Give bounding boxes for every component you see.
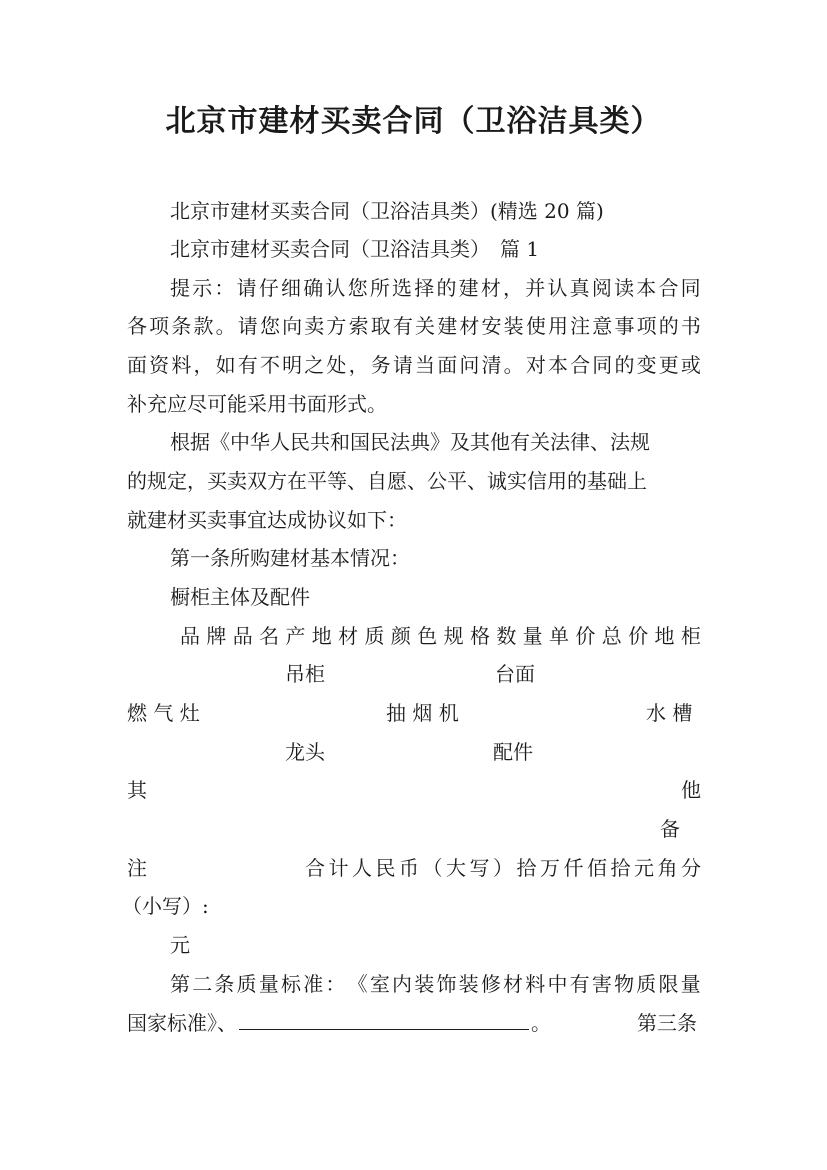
total-label — [305, 853, 701, 883]
char: 读 — [614, 276, 635, 300]
char: 资 — [149, 353, 170, 377]
table-header-char: 地 — [311, 624, 332, 648]
char: 提 — [170, 276, 190, 300]
char: 变 — [636, 353, 657, 377]
char: 选 — [392, 276, 413, 300]
char: 建 — [458, 276, 479, 300]
char: 真 — [569, 276, 590, 300]
char: 量 — [680, 972, 701, 996]
char: 本 — [547, 353, 568, 377]
char: 合 — [658, 276, 679, 300]
article2-suffix: 。 — [531, 1011, 551, 1035]
notice-line-4: 补充应尽可能采用书面形式。 — [127, 392, 387, 416]
char: 饰 — [436, 972, 457, 996]
char: 分 — [681, 856, 701, 880]
table-header-char: 牌 — [206, 624, 227, 648]
small-label: （小写）: — [122, 894, 209, 918]
char: 之 — [304, 353, 325, 377]
table-header-char: 数 — [496, 624, 517, 648]
fill-in-blank[interactable] — [239, 1009, 529, 1030]
article2-line-1 — [170, 969, 701, 999]
char: 示 — [192, 276, 213, 300]
table-header-char: 单 — [549, 624, 570, 648]
char: 向 — [282, 314, 303, 338]
char: 佰 — [587, 856, 607, 880]
char: 处 — [326, 353, 347, 377]
char: 合 — [570, 353, 591, 377]
char: 清 — [481, 353, 502, 377]
row-taimian: 台面 — [495, 662, 535, 686]
char: 本 — [636, 276, 657, 300]
char: 仔 — [258, 276, 279, 300]
char: 币 — [399, 856, 419, 880]
char: 项 — [149, 314, 170, 338]
char: 您 — [347, 276, 368, 300]
char: 准 — [303, 972, 324, 996]
char: 当 — [415, 353, 436, 377]
char: 对 — [525, 353, 546, 377]
char: 质 — [236, 972, 257, 996]
table-header-char: 规 — [443, 624, 464, 648]
char: 内 — [392, 972, 413, 996]
char: 意 — [592, 314, 613, 338]
char: 物 — [614, 972, 635, 996]
char: 的 — [658, 314, 679, 338]
char: ） — [493, 856, 513, 880]
table-header — [180, 621, 701, 651]
table-header-char: 地 — [654, 624, 675, 648]
char: 各 — [127, 314, 147, 338]
table-header-char: 质 — [364, 624, 385, 648]
char: 装 — [503, 314, 524, 338]
char: 有 — [237, 353, 258, 377]
article1-heading: 第一条所购建材基本情况： — [170, 546, 410, 570]
char: 料 — [525, 972, 546, 996]
char: 务 — [370, 353, 391, 377]
char: 标 — [281, 972, 302, 996]
char: 认 — [325, 276, 346, 300]
char: ， — [348, 353, 369, 377]
article2-prefix: 国家标准》、 — [127, 1011, 237, 1035]
table-header-char: 格 — [469, 624, 490, 648]
char: 不 — [259, 353, 280, 377]
char: 阅 — [591, 276, 612, 300]
char: 或 — [680, 353, 701, 377]
char: 万 — [540, 856, 560, 880]
char: 《 — [347, 972, 368, 996]
row-ta: 他 — [681, 778, 701, 802]
char: 项 — [636, 314, 657, 338]
char: ， — [503, 276, 524, 300]
notice-line-2 — [127, 311, 701, 341]
section-heading: 北京市建材买卖合同（卫浴洁具类） 篇 1 — [170, 237, 540, 261]
table-header-char: 量 — [522, 624, 543, 648]
char: 限 — [658, 972, 679, 996]
char: 使 — [525, 314, 546, 338]
char: 认 — [547, 276, 568, 300]
table-header-char: 价 — [575, 624, 596, 648]
char: 人 — [352, 856, 372, 880]
basis-line-2: 的规定，买卖双方在平等、自愿、公平、诚实信用的基础上 — [127, 469, 647, 493]
char: 同 — [592, 353, 613, 377]
char: 方 — [326, 314, 347, 338]
char: 确 — [303, 276, 324, 300]
table-header-char: 颜 — [390, 624, 411, 648]
char: 用 — [547, 314, 568, 338]
char: 装 — [414, 972, 435, 996]
char: 请 — [236, 276, 257, 300]
char: 所 — [369, 276, 390, 300]
row-longtou: 龙头 — [285, 740, 325, 764]
char: 更 — [658, 353, 679, 377]
char: 关 — [415, 314, 436, 338]
char: 第 — [170, 972, 190, 996]
char: 书 — [680, 314, 701, 338]
row-shuicao: 水 槽 — [646, 701, 693, 725]
char: ： — [214, 276, 235, 300]
char: 合 — [305, 856, 325, 880]
table-header-char: 产 — [285, 624, 306, 648]
basis-line-1: 根据《中华人民共和国民法典》及其他有关法律、法规 — [170, 430, 650, 454]
char: 料 — [171, 353, 192, 377]
char: 如 — [215, 353, 236, 377]
notice-line-1 — [170, 273, 701, 303]
char: 请 — [237, 314, 258, 338]
char: 害 — [591, 972, 612, 996]
table-header-char: 总 — [601, 624, 622, 648]
article3-start: 第三条 — [637, 1011, 697, 1035]
char: 并 — [525, 276, 546, 300]
char: 事 — [614, 314, 635, 338]
table-header-char: 柜 — [680, 624, 701, 648]
char: 索 — [348, 314, 369, 338]
row-zhu: 注 — [127, 856, 147, 880]
article2-line-2 — [127, 1008, 551, 1038]
char: 明 — [282, 353, 303, 377]
char: 细 — [281, 276, 302, 300]
table-header-char: 品 — [180, 624, 200, 648]
char: 写 — [469, 856, 490, 880]
char: 条 — [171, 314, 192, 338]
char: 。 — [503, 353, 524, 377]
char: 二 — [192, 972, 213, 996]
table-header-char: 材 — [338, 624, 359, 648]
char: 民 — [375, 856, 396, 880]
char: 计 — [328, 856, 349, 880]
char: 择 — [414, 276, 435, 300]
char: 材 — [503, 972, 524, 996]
char: （ — [422, 856, 443, 880]
char: 室 — [369, 972, 390, 996]
char: 材 — [459, 314, 480, 338]
table-header-char: 名 — [259, 624, 280, 648]
char: 拾 — [610, 856, 631, 880]
char: 。 — [215, 314, 236, 338]
notice-line-3 — [127, 350, 701, 380]
table-header-char: 价 — [628, 624, 649, 648]
char: 仟 — [563, 856, 584, 880]
char: 元 — [634, 856, 654, 880]
char: 的 — [436, 276, 457, 300]
char: 取 — [370, 314, 391, 338]
char: 有 — [392, 314, 413, 338]
char: 有 — [569, 972, 590, 996]
row-chouyanji: 抽 烟 机 — [386, 701, 459, 725]
char: 您 — [259, 314, 280, 338]
char: 同 — [680, 276, 701, 300]
char: 拾 — [516, 856, 537, 880]
char: 修 — [480, 972, 501, 996]
subtitle: 北京市建材买卖合同（卫浴洁具类）(精选 20 篇) — [170, 199, 604, 223]
char: 条 — [214, 972, 235, 996]
char: 材 — [480, 276, 501, 300]
char: ， — [193, 353, 214, 377]
char: 面 — [127, 353, 147, 377]
table-header-char: 品 — [232, 624, 253, 648]
char: 的 — [614, 353, 635, 377]
char: 量 — [258, 972, 279, 996]
row-ranqizao: 燃 气 灶 — [127, 701, 200, 725]
char: 注 — [570, 314, 591, 338]
char: 大 — [446, 856, 466, 880]
char: 款 — [193, 314, 214, 338]
document-title: 北京市建材买卖合同（卫浴洁具类） — [165, 104, 662, 139]
row-bei: 备 — [660, 817, 680, 841]
yuan-label: 元 — [170, 933, 190, 957]
char: 卖 — [304, 314, 325, 338]
char: 问 — [459, 353, 480, 377]
char: 请 — [392, 353, 413, 377]
char: ： — [325, 972, 346, 996]
row-peijian: 配件 — [493, 740, 533, 764]
char: 建 — [437, 314, 458, 338]
char: 质 — [636, 972, 657, 996]
row-qi: 其 — [127, 778, 147, 802]
char: 安 — [481, 314, 502, 338]
char: 中 — [547, 972, 568, 996]
char: 装 — [458, 972, 479, 996]
basis-line-3: 就建材买卖事宜达成协议如下： — [127, 508, 407, 532]
row-diaogui: 吊柜 — [285, 662, 325, 686]
char: 角 — [657, 856, 678, 880]
char: 面 — [437, 353, 458, 377]
article1-subheading: 橱柜主体及配件 — [170, 585, 310, 609]
table-header-char: 色 — [417, 624, 438, 648]
